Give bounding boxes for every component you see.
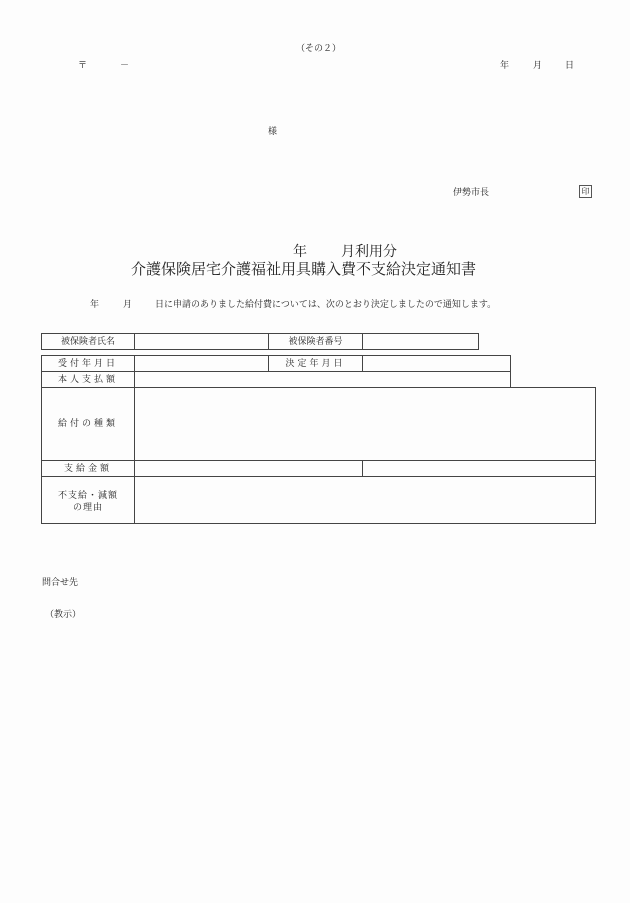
- intro-year: 年: [90, 300, 100, 310]
- insured-name-label-text: 被保険者氏名: [60, 336, 115, 347]
- payment-amount-extra-field[interactable]: [362, 460, 596, 477]
- payment-amount-label-text: 支給金額: [63, 463, 112, 474]
- received-date-label-text: 受付年月日: [57, 358, 118, 369]
- postal-dash: －: [120, 61, 130, 71]
- reason-label-line2: の理由: [72, 502, 103, 513]
- decision-date-label-text: 決定年月日: [285, 358, 346, 369]
- benefit-type-label-text: 給付の種類: [57, 419, 118, 429]
- received-date-label: [41, 355, 135, 372]
- benefit-type-label: [41, 387, 135, 461]
- self-paid-label-text: 本人支払額: [57, 374, 118, 385]
- payment-amount-field[interactable]: [134, 460, 363, 477]
- intro-month: 月: [123, 300, 133, 310]
- intro-text: 日に申請のありました給付費については、次のとおり決定しましたので通知します。: [155, 300, 497, 310]
- reason-label: [41, 476, 135, 524]
- date-day: 日: [565, 61, 575, 71]
- issuer-name: 伊勢市長: [453, 188, 490, 198]
- postal-mark: 〒: [78, 61, 88, 71]
- insured-number-label: [268, 333, 363, 350]
- inquiry-label: 問合せ先: [42, 578, 79, 588]
- reason-label-line1: 不支給・減額: [57, 490, 118, 501]
- self-paid-label: [41, 371, 135, 388]
- document-title: 介護保険居宅介護福祉用具購入費不支給決定通知書: [131, 260, 477, 278]
- seal-stamp: 印: [579, 185, 592, 198]
- insured-number-field[interactable]: [362, 333, 479, 350]
- date-year: 年: [500, 61, 510, 71]
- insured-number-label-text: 被保険者番号: [288, 336, 343, 347]
- insured-name-field[interactable]: [134, 333, 269, 350]
- recipient-suffix: 様: [268, 127, 278, 137]
- payment-amount-label: [41, 460, 135, 477]
- usage-month: 月利用分: [341, 244, 397, 260]
- insured-name-label: [41, 333, 135, 350]
- date-month: 月: [533, 61, 543, 71]
- decision-date-label: [268, 355, 363, 372]
- usage-year: 年: [293, 244, 307, 260]
- received-date-field[interactable]: [134, 355, 269, 372]
- instruction-label: （教示）: [45, 610, 82, 620]
- self-paid-field[interactable]: [134, 371, 511, 388]
- decision-date-field[interactable]: [362, 355, 511, 372]
- form-number: （その２）: [296, 44, 342, 54]
- reason-field[interactable]: [134, 476, 596, 524]
- benefit-type-field[interactable]: [134, 387, 596, 461]
